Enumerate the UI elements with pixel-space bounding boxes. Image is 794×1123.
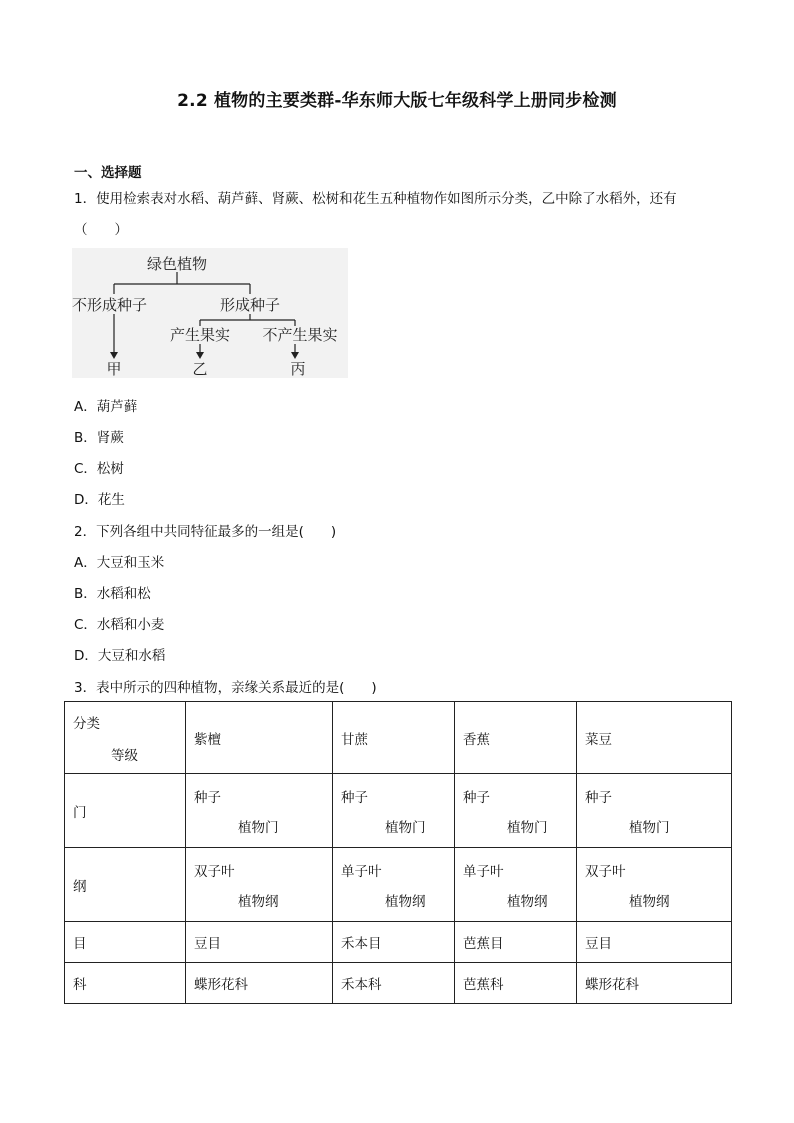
table-row (65, 848, 732, 922)
rank-label: 目 (65, 922, 186, 963)
cell-line-1: 双子叶 (194, 863, 235, 880)
cell-line-1: 种子 (341, 789, 368, 806)
cell-line-1: 种子 (194, 789, 221, 806)
q1-option-c: C．松树 (74, 461, 124, 477)
cell-line-2: 植物纲 (238, 893, 279, 910)
diagram-no-fruit: 不产生果实 (262, 326, 338, 344)
q2-option-c: C．水稻和小麦 (74, 617, 165, 633)
diagram-bing: 丙 (290, 360, 306, 378)
cell-line-2: 植物门 (238, 819, 279, 836)
question-3-text: 3．表中所示的四种植物，亲缘关系最近的是( ) (74, 680, 377, 696)
plant-header: 香蕉 (455, 702, 577, 774)
table-cell (455, 774, 577, 848)
table-cell: 豆目 (186, 922, 333, 963)
table-cell: 豆目 (577, 922, 732, 963)
question-2-text: 2．下列各组中共同特征最多的一组是( ) (74, 524, 337, 540)
plant-header: 甘蔗 (333, 702, 455, 774)
table-cell (577, 848, 732, 922)
table-row (65, 922, 732, 963)
cell-line-2: 植物门 (629, 819, 670, 836)
corner-label-top: 分类 (73, 716, 100, 732)
table-row (65, 774, 732, 848)
q1-option-a: A．葫芦藓 (74, 399, 138, 415)
cell-line-2: 植物纲 (507, 893, 548, 910)
rank-label: 纲 (65, 848, 186, 922)
table-cell: 禾本目 (333, 922, 455, 963)
q2-option-a: A．大豆和玉米 (74, 555, 165, 571)
document-title: 2.2 植物的主要类群-华东师大版七年级科学上册同步检测 (177, 91, 617, 111)
diagram-fruit: 产生果实 (169, 326, 231, 344)
cell-line-1: 双子叶 (585, 863, 626, 880)
table-cell: 芭蕉科 (455, 963, 577, 1004)
diagram-yi: 乙 (192, 360, 208, 378)
table-cell: 禾本科 (333, 963, 455, 1004)
table-cell (577, 774, 732, 848)
section-heading: 一、选择题 (74, 165, 142, 181)
q2-option-d: D．大豆和水稻 (74, 648, 166, 664)
table-cell (333, 848, 455, 922)
q2-option-b: B．水稻和松 (74, 586, 151, 602)
cell-line-2: 植物门 (507, 819, 548, 836)
q1-option-d: D．花生 (74, 492, 125, 508)
cell-line-2: 植物门 (385, 819, 426, 836)
table-header-row (65, 702, 732, 774)
question-1-text: 1．使用检索表对水稻、葫芦藓、肾蕨、松树和花生五种植物作如图所示分类，乙中除了水稻外，还有 (74, 191, 677, 207)
table-cell (186, 848, 333, 922)
table-row (65, 963, 732, 1004)
table-cell: 芭蕉目 (455, 922, 577, 963)
plant-header: 菜豆 (577, 702, 732, 774)
cell-line-1: 种子 (585, 789, 612, 806)
question-1-blank: （ ） (74, 222, 128, 238)
table-cell: 蝶形花科 (577, 963, 732, 1004)
table-cell: 蝶形花科 (186, 963, 333, 1004)
diagram-root: 绿色植物 (146, 255, 208, 273)
diagram-no-seed: 不形成种子 (72, 296, 148, 314)
cell-line-1: 单子叶 (463, 863, 504, 880)
classification-diagram (72, 248, 348, 378)
plant-header: 紫檀 (186, 702, 333, 774)
diagram-svg (72, 248, 348, 378)
q1-option-b: B．肾蕨 (74, 430, 124, 446)
table-corner-cell (65, 702, 186, 774)
classification-table (64, 701, 732, 1004)
table-cell (333, 774, 455, 848)
cell-line-2: 植物纲 (629, 893, 670, 910)
rank-label: 门 (65, 774, 186, 848)
cell-line-1: 单子叶 (341, 863, 382, 880)
cell-line-2: 植物纲 (385, 893, 426, 910)
rank-label: 科 (65, 963, 186, 1004)
diagram-seed: 形成种子 (219, 296, 281, 314)
table-cell (186, 774, 333, 848)
table-cell (455, 848, 577, 922)
diagram-jia: 甲 (106, 360, 122, 378)
corner-label-bottom: 等级 (111, 748, 138, 764)
cell-line-1: 种子 (463, 789, 490, 806)
